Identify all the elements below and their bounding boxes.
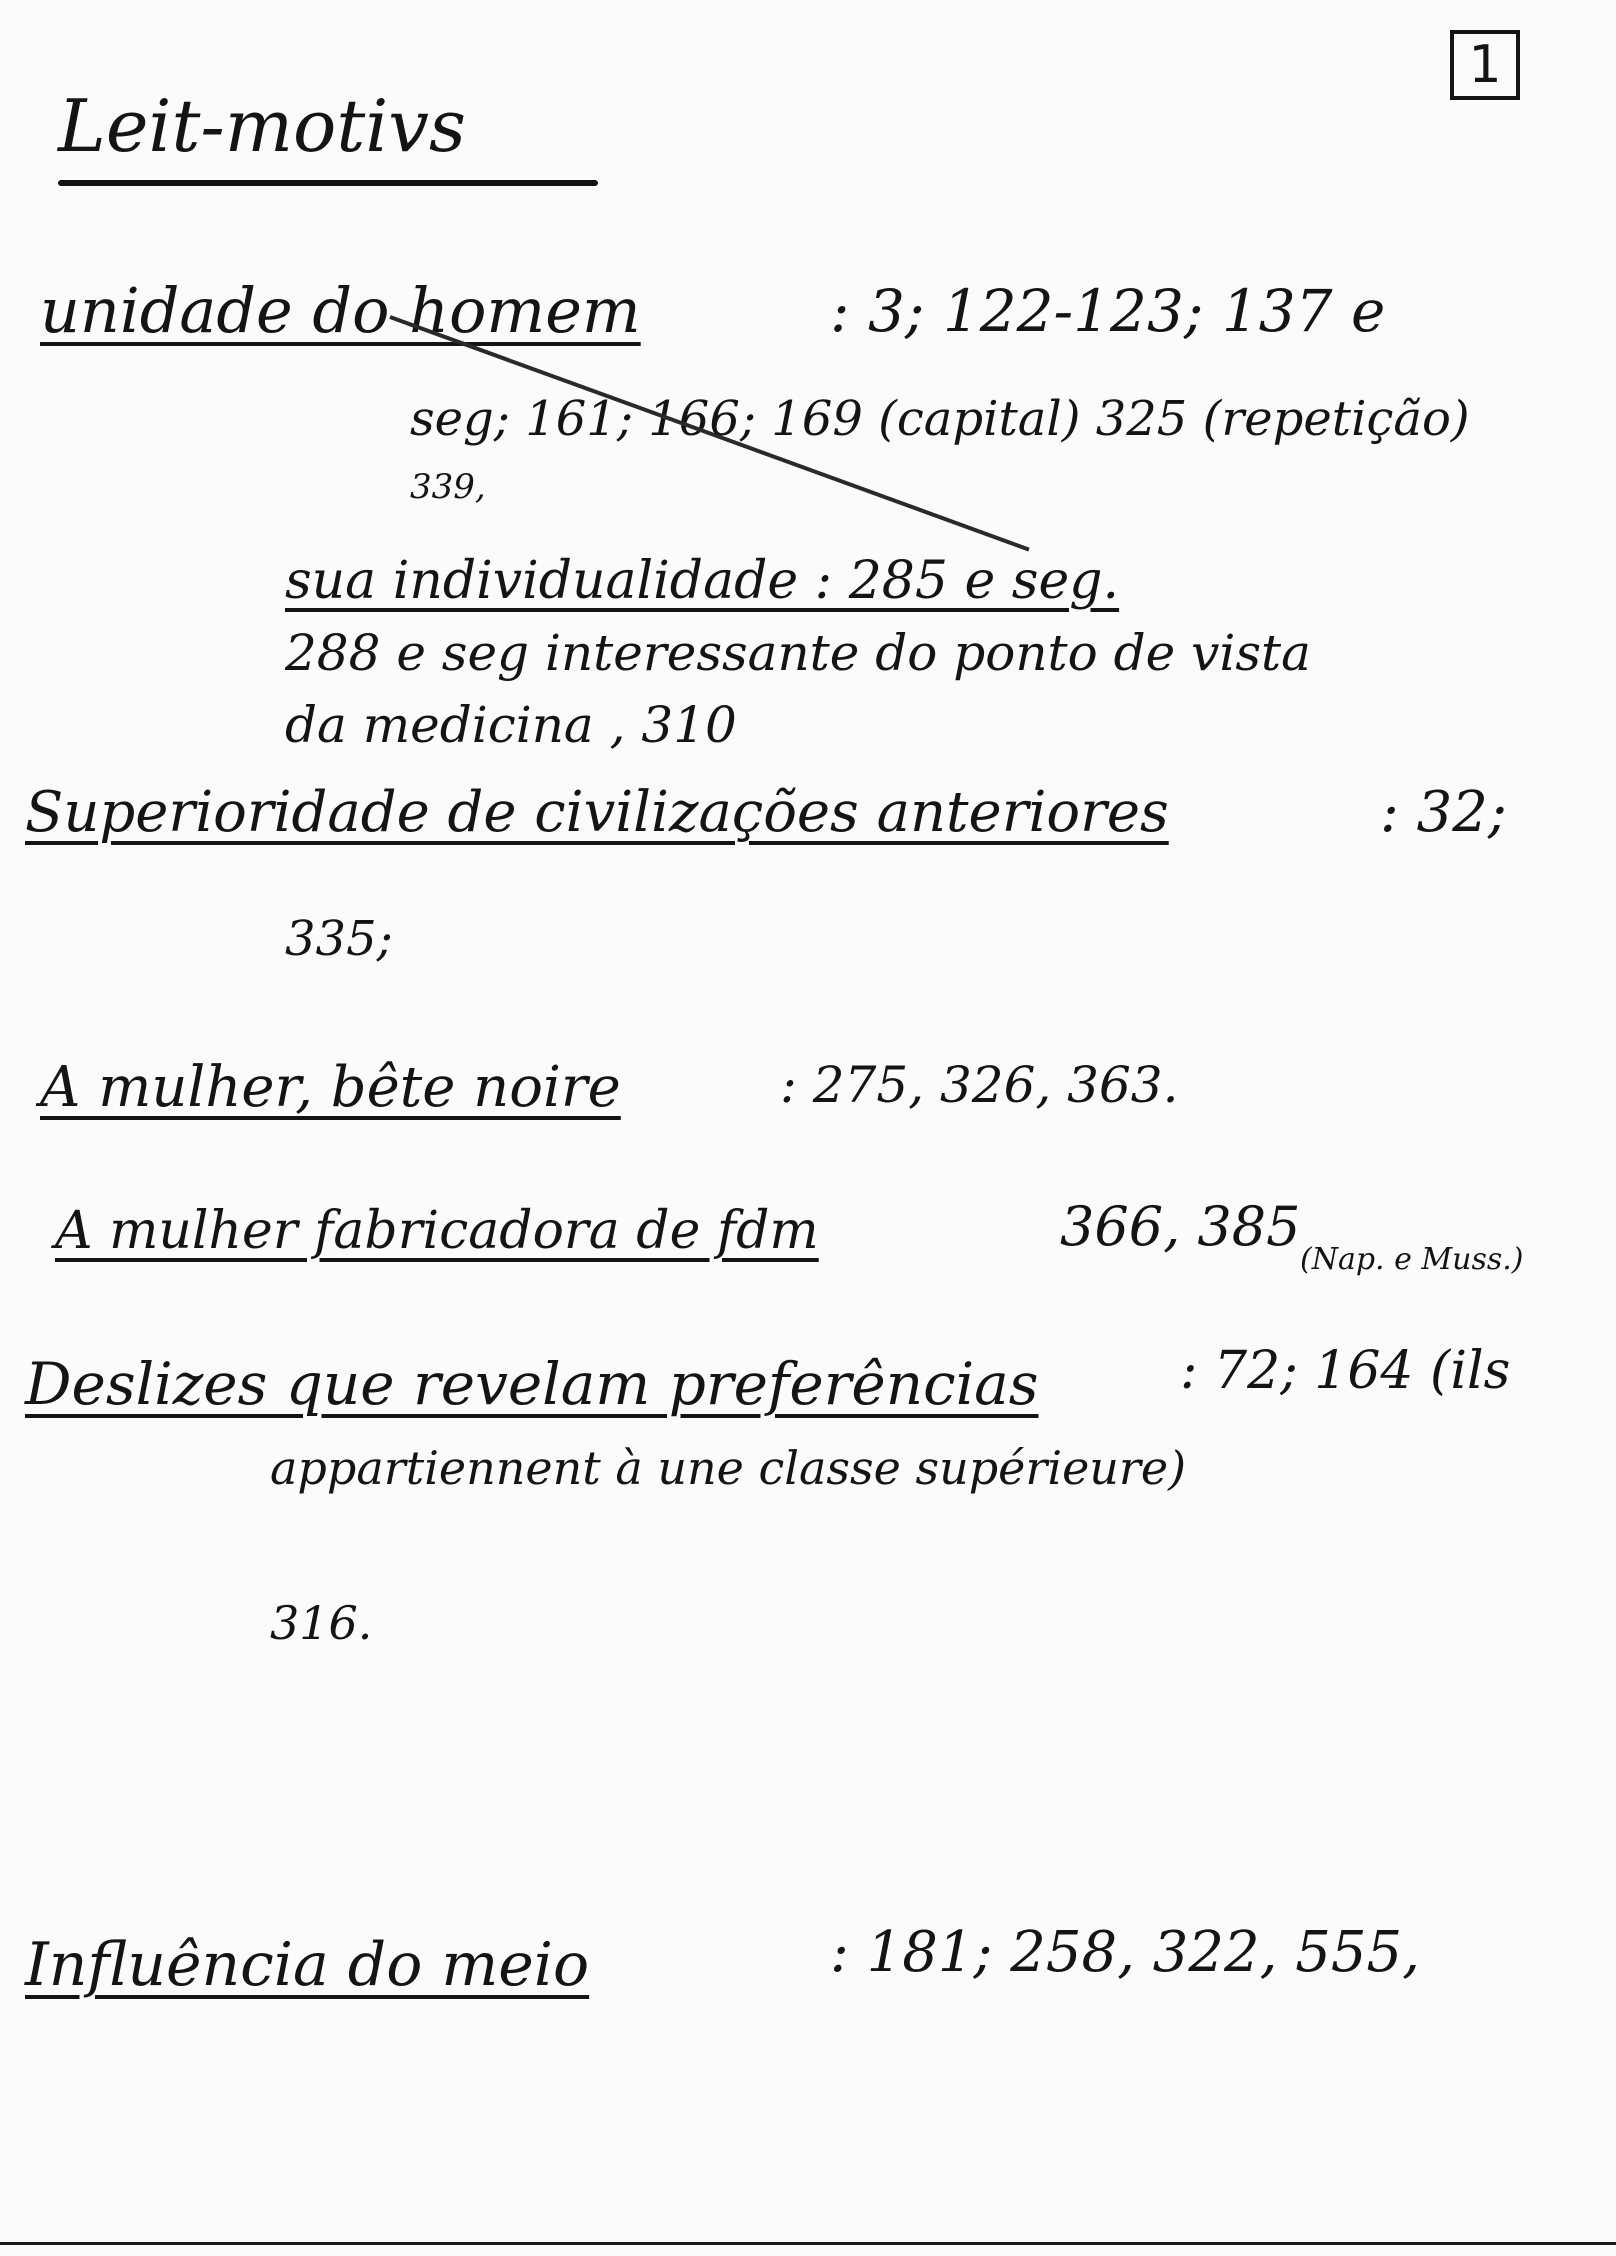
- entry-annotation-nap-muss: (Nap. e Muss.): [1300, 1242, 1524, 1277]
- entry-refs-unidade-1: : 3; 122-123; 137 e: [830, 277, 1386, 345]
- entry-refs-unidade-2: seg; 161; 166; 169 (capital) 325 (repetição): [410, 391, 1470, 447]
- entry-refs-mulher-fabricadora: 366, 385: [1060, 1195, 1301, 1258]
- entry-heading-unidade: unidade do homem: [40, 274, 641, 347]
- entry-heading-mulher-fabricadora: A mulher fabricadora de fdm: [55, 1201, 819, 1261]
- entry-refs-deslizes-2: appartiennent à une classe supérieure): [270, 1441, 1187, 1495]
- entry-heading-superioridade: Superioridade de civilizações anteriores: [25, 780, 1169, 845]
- entry-heading-influencia: Influência do meio: [25, 1930, 590, 2000]
- entry-refs-mulher-bete: : 275, 326, 363.: [780, 1056, 1179, 1114]
- entry-refs-influencia: : 181; 258, 322, 555,: [830, 1920, 1420, 1985]
- title-underline: [58, 180, 598, 186]
- entry-refs-deslizes-1: : 72; 164 (ils: [1180, 1341, 1511, 1401]
- entry-refs-superioridade-1: : 32;: [1380, 780, 1507, 845]
- entry-refs-unidade-3: 339,: [410, 467, 486, 507]
- entry-sub-medicina: da medicina , 310: [285, 696, 737, 754]
- page-title: Leit-motivs: [58, 84, 466, 168]
- entry-sub-interessante: 288 e seg interessante do ponto de vista: [285, 624, 1311, 682]
- entry-heading-mulher-bete: A mulher, bête noire: [40, 1055, 621, 1120]
- page-number-box: 1: [1450, 30, 1520, 100]
- entry-sub-individualidade: sua individualidade : 285 e seg.: [285, 551, 1120, 611]
- page-bottom-edge: [0, 2242, 1616, 2245]
- entry-heading-deslizes: Deslizes que revelam preferências: [25, 1350, 1039, 1418]
- entry-refs-deslizes-3: 316.: [270, 1596, 373, 1650]
- entry-refs-superioridade-2: 335;: [285, 911, 393, 967]
